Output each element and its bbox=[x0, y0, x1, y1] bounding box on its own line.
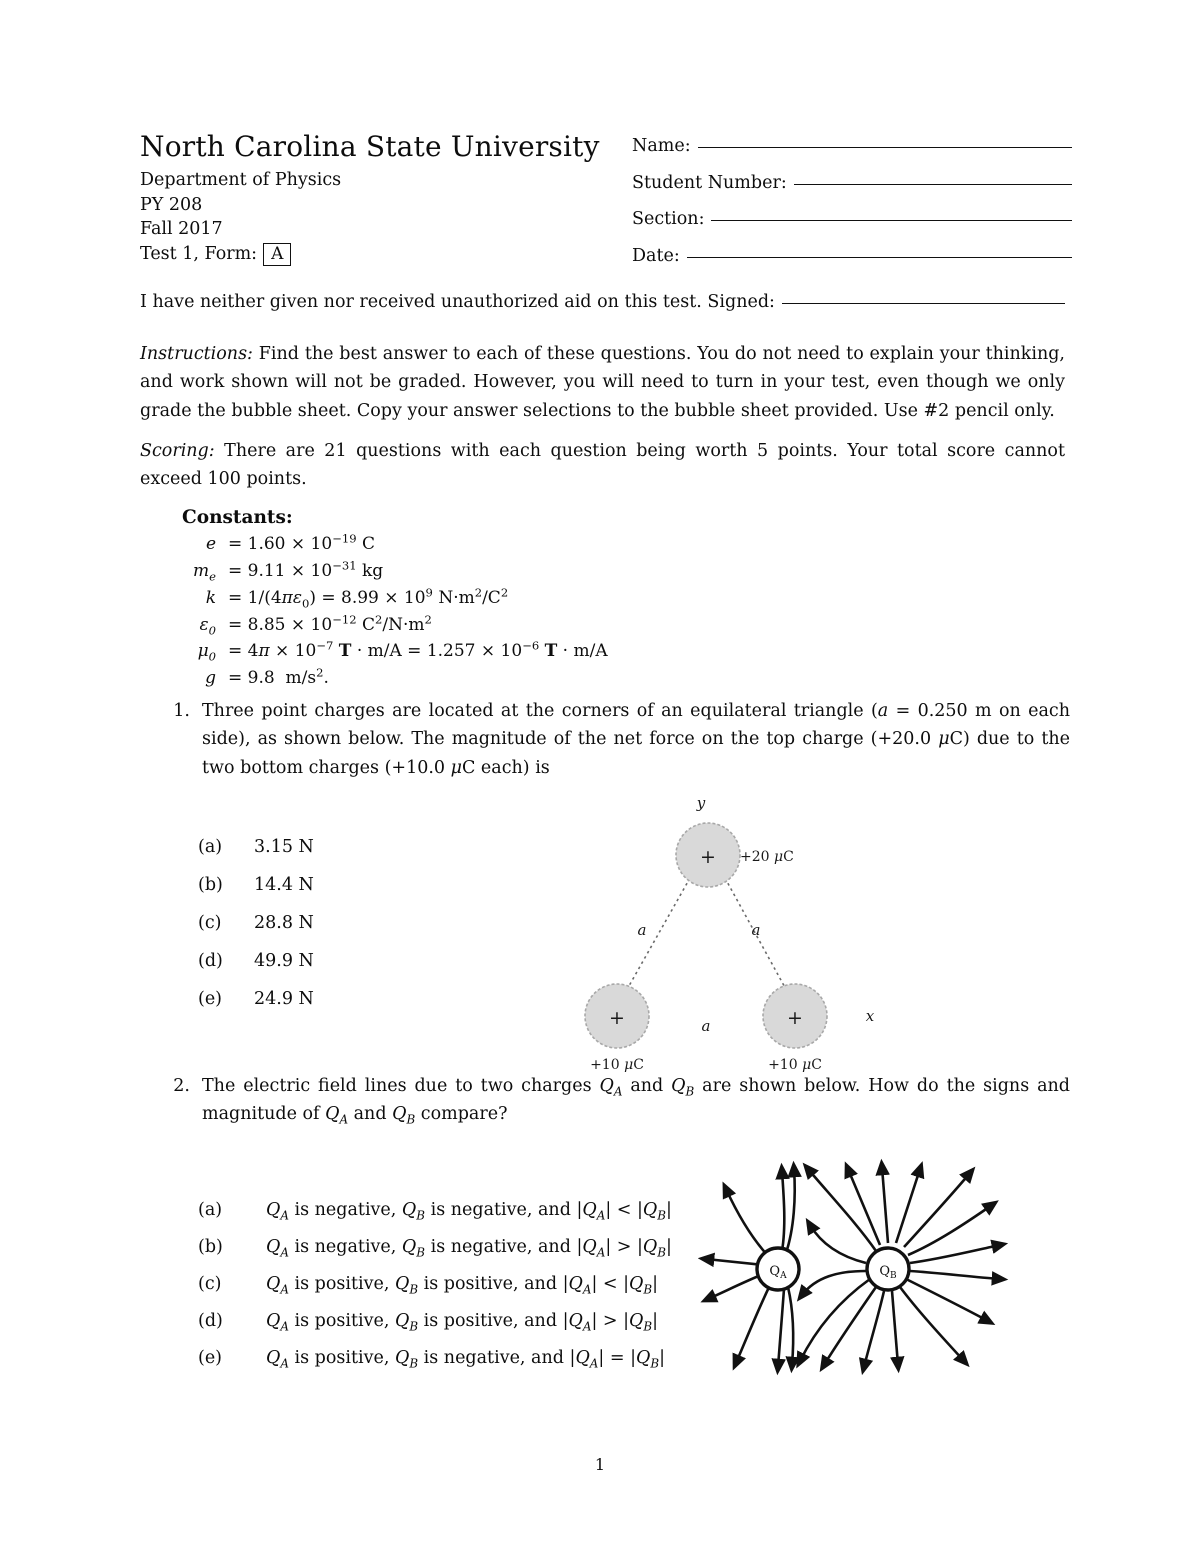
constant-symbol-g: g bbox=[205, 668, 216, 689]
charge-bottom-left-sign: + bbox=[609, 1007, 625, 1029]
constants-title: Constants: bbox=[182, 507, 293, 528]
header-left-block bbox=[140, 132, 610, 267]
term-line: Fall 2017 bbox=[140, 219, 223, 240]
field-date-label: Date: bbox=[632, 245, 680, 266]
side-label-right: a bbox=[751, 921, 761, 939]
field-student-number bbox=[632, 173, 1072, 193]
scoring-lead: Scoring: bbox=[140, 441, 215, 461]
constant-value-me: = $9.11 \times 10^{-31}$ kg bbox=[228, 558, 384, 581]
field-section-rule[interactable] bbox=[711, 219, 1072, 221]
question-1-text: Three point charges are located at the corners of an equilateral triangle (a = 0.250 m on each side), as shown below. The magnitude of the net force on the top charge (+20.0 μC) due to the two bottom charges (+10.0 μC each) is bbox=[202, 701, 1070, 778]
choice-1d-tag: (d) bbox=[198, 951, 223, 971]
figure-field-lines bbox=[698, 1145, 1018, 1380]
field-line-a5 bbox=[782, 1171, 784, 1251]
choice-2e-text: $Q_A$ is positive, $Q_B$ is negative, and $|Q_A| = |Q_B|$ bbox=[266, 1348, 665, 1371]
choice-1a[interactable] bbox=[198, 837, 314, 857]
charge-top-label: +20 μC bbox=[740, 849, 794, 865]
triangle-side-left bbox=[625, 878, 690, 993]
course-line: PY 208 bbox=[140, 194, 203, 215]
constant-row-mu0 bbox=[160, 638, 608, 665]
choice-1d[interactable] bbox=[198, 951, 314, 971]
page-number: 1 bbox=[594, 1455, 606, 1474]
constant-symbol-epsilon0: $\varepsilon_0$ bbox=[199, 614, 216, 637]
choice-2d-text: $Q_A$ is positive, $Q_B$ is positive, and $|Q_A| > |Q_B|$ bbox=[266, 1311, 659, 1334]
field-line-b16 bbox=[810, 1225, 866, 1263]
charge-b-label: $Q_B$ bbox=[879, 1264, 897, 1281]
question-2 bbox=[160, 1072, 1070, 1129]
field-name-label: Name: bbox=[632, 136, 691, 156]
choice-2b[interactable] bbox=[198, 1237, 672, 1260]
choice-2a[interactable] bbox=[198, 1200, 672, 1223]
scoring-body: There are 21 questions with each question being worth 5 points. Your total score cannot exceed 100 points. bbox=[140, 441, 1065, 490]
choice-2a-tag: (a) bbox=[198, 1200, 223, 1220]
field-date bbox=[632, 246, 1072, 266]
charge-bottom-right-sign: + bbox=[787, 1007, 803, 1029]
constant-value-k: = $1/(4\pi\varepsilon_0) = 8.99 \times 10^9$ $N\cdot m^2/C^2$ bbox=[228, 585, 509, 611]
constant-value-e: = $1.60 \times 10^{-19}$ C bbox=[228, 531, 375, 554]
choice-2b-tag: (b) bbox=[198, 1237, 223, 1257]
field-line-a2 bbox=[706, 1259, 764, 1265]
choice-2b-text: $Q_A$ is negative, $Q_B$ is negative, and $|Q_A| > |Q_B|$ bbox=[266, 1237, 672, 1260]
constant-row-epsilon0 bbox=[160, 612, 608, 639]
field-lines-group bbox=[706, 1167, 1000, 1367]
department-line: Department of Physics bbox=[140, 169, 342, 190]
constant-symbol-me: $m_e$ bbox=[193, 560, 216, 584]
field-line-b10 bbox=[900, 1287, 964, 1361]
field-line-a7 bbox=[788, 1287, 793, 1365]
charge-bottom-right-label: +10 μC bbox=[768, 1057, 822, 1073]
choice-2a-text: $Q_A$ is negative, $Q_B$ is negative, and $|Q_A| < |Q_B|$ bbox=[266, 1200, 672, 1223]
instructions-lead: Instructions: bbox=[140, 344, 253, 364]
constant-symbol-mu0: $\mu_0$ bbox=[197, 641, 216, 664]
question-1-number: 1. bbox=[173, 701, 190, 721]
honor-pledge-row bbox=[140, 292, 1065, 312]
choice-2c-text: $Q_A$ is positive, $Q_B$ is positive, and $|Q_A| < |Q_B|$ bbox=[266, 1274, 659, 1297]
choice-1c[interactable] bbox=[198, 913, 314, 933]
side-label-left: a bbox=[637, 921, 647, 939]
instructions-paragraph bbox=[140, 340, 1065, 425]
constant-value-mu0: = $4\pi \times 10^{-7}$ $T \cdot m/A = 1.257 \times 10^{-6}$ T · m/A bbox=[228, 638, 608, 662]
constant-value-epsilon0: = $8.85 \times 10^{-12}$ $C^2/N\cdot m^2$ bbox=[228, 611, 432, 635]
charge-bottom-left-label: +10 μC bbox=[590, 1057, 644, 1073]
charge-top-sign: + bbox=[700, 846, 716, 868]
choice-2e-tag: (e) bbox=[198, 1348, 223, 1368]
field-line-b8 bbox=[910, 1271, 1000, 1279]
honor-pledge-text: I have neither given nor received unauthorized aid on this test. Signed: bbox=[140, 292, 775, 312]
side-label-bottom: a bbox=[701, 1017, 711, 1035]
field-student-number-label: Student Number: bbox=[632, 172, 787, 193]
choice-1b-tag: (b) bbox=[198, 875, 223, 895]
university-title: North Carolina State University bbox=[140, 130, 600, 163]
field-student-number-rule[interactable] bbox=[794, 183, 1072, 185]
field-line-b15 bbox=[802, 1271, 866, 1295]
choice-1a-text: 3.15 N bbox=[254, 837, 314, 857]
choice-2d-tag: (d) bbox=[198, 1311, 223, 1331]
figure-triangle-charges bbox=[560, 788, 910, 1073]
question-2-text: The electric field lines due to two charges $Q_A$ and $Q_B$ are shown below. How do the signs and magnitude of $Q_A$ and $Q_B$ compare? bbox=[202, 1076, 1070, 1127]
field-line-a8 bbox=[778, 1289, 784, 1367]
header-right-fields bbox=[632, 136, 1072, 282]
choice-1a-tag: (a) bbox=[198, 837, 223, 857]
field-line-a1 bbox=[726, 1189, 770, 1258]
choice-1e[interactable] bbox=[198, 989, 314, 1009]
axis-label-x: x bbox=[865, 1007, 875, 1025]
instructions-body: Find the best answer to each of these questions. You do not need to explain your thinking, and work shown will not be graded. However, you will need to turn in your test, even though we only grade the bubble sheet. Copy your answer selections to the bubble sheet provided. Use #2 pencil only. bbox=[140, 344, 1065, 421]
constant-symbol-e: e bbox=[205, 534, 216, 554]
choice-2d[interactable] bbox=[198, 1311, 672, 1334]
field-line-b12 bbox=[864, 1291, 884, 1367]
constant-row-e bbox=[160, 531, 608, 558]
test-form-row bbox=[140, 242, 610, 267]
axis-label-y: y bbox=[696, 794, 706, 812]
choice-1b[interactable] bbox=[198, 875, 314, 895]
form-letter-box: A bbox=[263, 243, 291, 266]
question-1 bbox=[160, 697, 1070, 782]
field-line-a6 bbox=[786, 1169, 795, 1253]
field-line-b9 bbox=[906, 1279, 988, 1321]
choice-2c[interactable] bbox=[198, 1274, 672, 1297]
choice-2c-tag: (c) bbox=[198, 1274, 222, 1294]
question-2-choices bbox=[198, 1200, 672, 1385]
question-2-number: 2. bbox=[173, 1076, 190, 1096]
field-name-rule[interactable] bbox=[698, 146, 1072, 148]
test-form-label: Test 1, Form: bbox=[140, 244, 258, 265]
signature-rule[interactable] bbox=[782, 302, 1065, 304]
constants-block bbox=[160, 507, 608, 692]
field-line-b3 bbox=[882, 1167, 888, 1243]
constant-row-me bbox=[160, 558, 608, 585]
field-name bbox=[632, 136, 1072, 156]
choice-1c-text: 28.8 N bbox=[254, 913, 314, 933]
field-line-b11 bbox=[892, 1291, 898, 1365]
constant-row-k bbox=[160, 585, 608, 612]
field-section-label: Section: bbox=[632, 209, 705, 229]
choice-1c-tag: (c) bbox=[198, 913, 222, 933]
choice-1e-text: 24.9 N bbox=[254, 989, 314, 1009]
constant-value-g: = 9.8 $m/s^2$. bbox=[228, 665, 329, 689]
field-date-rule[interactable] bbox=[687, 256, 1072, 258]
constant-row-g bbox=[160, 665, 608, 692]
question-1-choices bbox=[198, 837, 314, 1027]
choice-1e-tag: (e) bbox=[198, 989, 223, 1009]
scoring-paragraph bbox=[140, 437, 1065, 494]
field-section bbox=[632, 209, 1072, 229]
field-line-a4 bbox=[736, 1281, 772, 1363]
choice-1b-text: 14.4 N bbox=[254, 875, 314, 895]
constant-symbol-k: k bbox=[205, 587, 216, 608]
choice-1d-text: 49.9 N bbox=[254, 951, 314, 971]
choice-2e[interactable] bbox=[198, 1348, 672, 1371]
charge-a-label: $Q_A$ bbox=[769, 1264, 787, 1281]
